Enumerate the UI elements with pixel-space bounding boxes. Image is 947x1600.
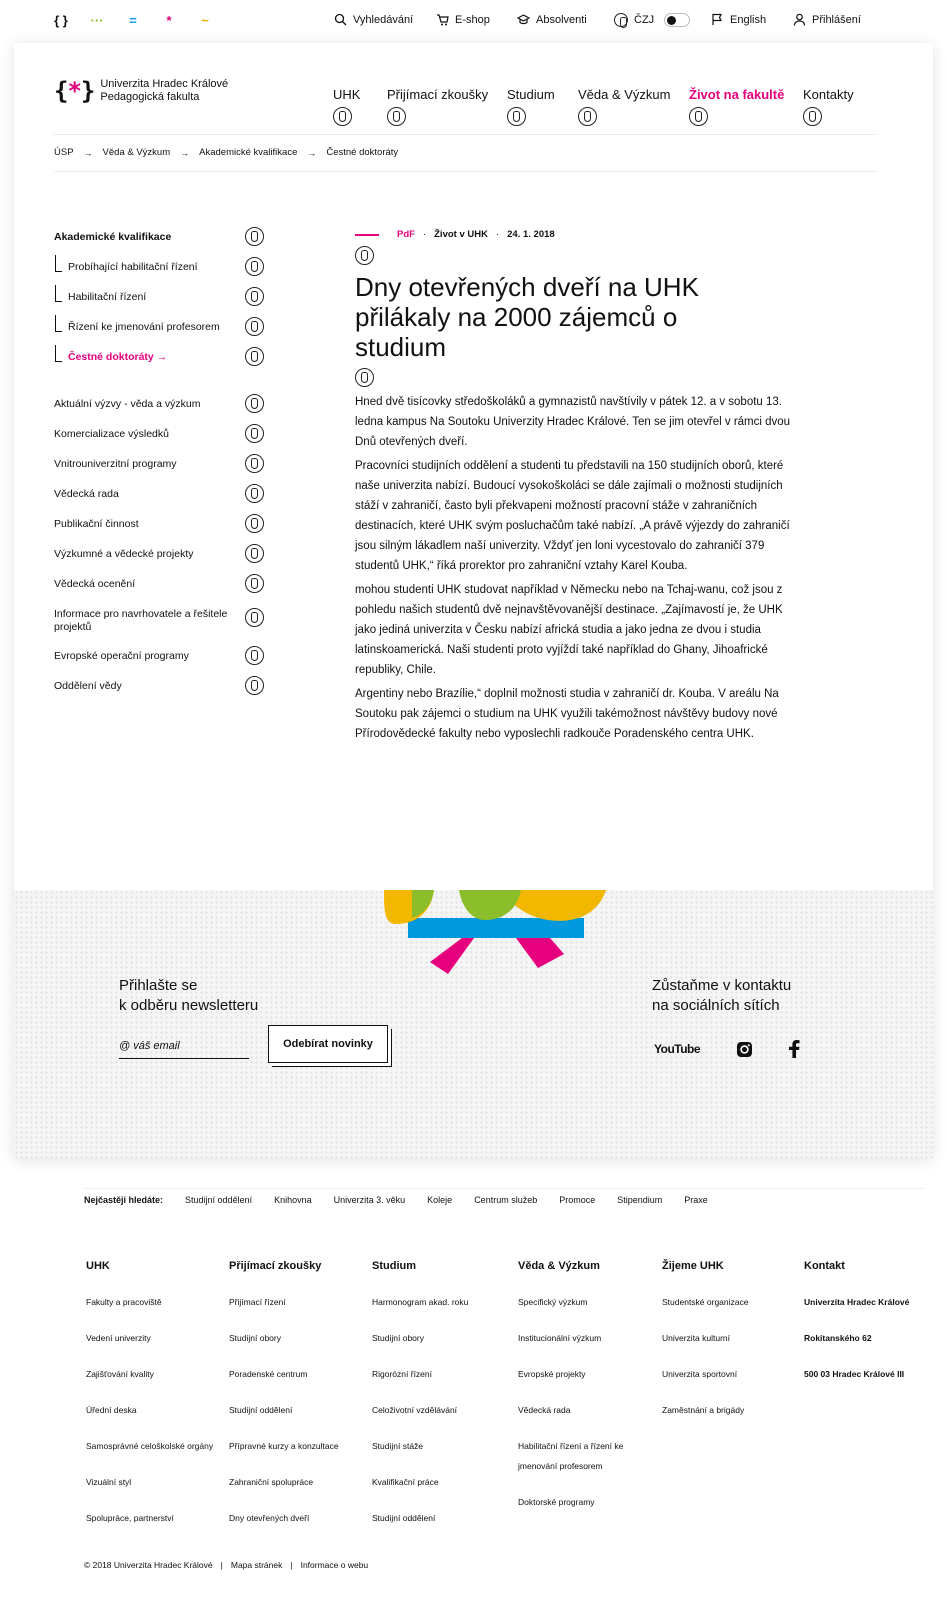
- separator-dot: ·: [422, 229, 427, 240]
- search-icon: [334, 13, 347, 26]
- nav-item-veda-vyzkum[interactable]: [578, 87, 671, 102]
- sign-language-icon[interactable]: [689, 107, 708, 126]
- footer-contact-line: Rokitanského 62: [804, 1333, 872, 1343]
- footer-link[interactable]: Doktorské programy: [518, 1497, 595, 1507]
- english-label: English: [730, 13, 767, 26]
- footer-contact-line: Univerzita Hradec Králové: [804, 1297, 910, 1307]
- divider: [84, 1188, 924, 1189]
- divider: [54, 134, 876, 135]
- sidebar-subitem-cestne-doktoraty[interactable]: [54, 351, 264, 364]
- footer-link[interactable]: Vedení univerzity: [86, 1333, 151, 1343]
- sidebar-item[interactable]: [54, 518, 264, 531]
- footer-column-title: Studium: [372, 1260, 416, 1272]
- newsletter-title: [119, 976, 258, 1016]
- logo-faculty: Pedagogická fakulta: [100, 91, 200, 103]
- footer-link[interactable]: Celoživotní vzdělávání: [372, 1405, 458, 1415]
- nav-label: Přijímací zkoušky: [387, 87, 489, 102]
- breadcrumb-item[interactable]: Akademické kvalifikace: [199, 147, 298, 158]
- sidebar-subitem-profesor[interactable]: [54, 321, 264, 334]
- footer-link[interactable]: Vizuální styl: [86, 1477, 132, 1487]
- article-paragraph: mohou studenti UHK studovat například v Německu nebo na Tchaj-wanu, což jsou z pohledu našich studentů dvě nejnavštěvovanější destinace. „Zajímavostí je, že UHK jako jediná univerzita v Česku nabízí africká studia a jako jedna ze dvou i studia latinskoamerická. Naši studenti proto vyjíždí také například do Ghany, Jihoafrické republiky, Chile.: [355, 584, 783, 676]
- sidebar-item-label: Oddělení vědy: [54, 680, 122, 692]
- facebook-icon[interactable]: [789, 1040, 800, 1058]
- separator: |: [290, 1560, 293, 1570]
- logo-university: Univerzita Hradec Králové: [100, 78, 229, 90]
- newsletter-section: [14, 890, 933, 1158]
- footer-link[interactable]: Studijní oddělení: [229, 1405, 293, 1415]
- youtube-icon[interactable]: [654, 1042, 700, 1056]
- footer-link[interactable]: Rigorózní řízení: [372, 1369, 432, 1379]
- subscribe-button[interactable]: Odebírat novinky: [268, 1025, 388, 1063]
- footer-link[interactable]: Přípravné kurzy a konzultace: [229, 1441, 339, 1451]
- newsletter-title-line: k odběru newsletteru: [119, 997, 259, 1014]
- alumni-link[interactable]: [517, 13, 587, 26]
- frequent-search-link[interactable]: Knihovna: [274, 1195, 312, 1205]
- sign-language-icon[interactable]: [245, 608, 264, 627]
- faculty-ff-icon[interactable]: ~: [201, 13, 209, 28]
- language-czj-label: ČZJ: [634, 14, 655, 26]
- sidebar-item-label: Probíhající habilitační řízení: [68, 261, 198, 273]
- footer-link[interactable]: Studijní stáže: [372, 1441, 424, 1451]
- sign-language-icon[interactable]: [245, 257, 264, 276]
- search-label: Vyhledávání: [353, 13, 414, 26]
- faculty-logo[interactable]: [54, 77, 228, 105]
- sign-language-icon[interactable]: [333, 107, 352, 126]
- article-date: 24. 1. 2018: [507, 229, 555, 240]
- footer-link[interactable]: Přijímací řízení: [229, 1297, 286, 1307]
- login-label: Přihlášení: [812, 13, 861, 26]
- footer-link[interactable]: Studijní obory: [229, 1333, 281, 1343]
- sidebar-item-label: Vědecká rada: [54, 488, 119, 500]
- footer-link[interactable]: Samosprávné celoškolské orgány: [86, 1441, 214, 1451]
- sidebar-item-label: Aktuální výzvy - věda a výzkum: [54, 398, 201, 410]
- article-paragraph: Pracovníci studijních oddělení a studenti tu představili na 150 studijních oborů, které naše univerzita nabízí. Budoucí vysokoškoláci se dále zajímali o možnosti studijních stáží v zahraničí, často byli překvapeni možností pracovní stáže v zahraničních destinacích, které UHK svým posluchačům také nabízí. „A právě výjezdy do zahraničí jsou silným lákadlem naší univerzity. Vždyť jen loni vycestovalo do zahraničí 379 studentů UHK,“ říká prorektor pro zahraniční vztahy Karel Kouba.: [355, 460, 790, 572]
- nav-label: Věda & Výzkum: [578, 87, 671, 102]
- footer-link[interactable]: Evropské projekty: [518, 1369, 586, 1379]
- footer-link[interactable]: Fakulty a pracoviště: [86, 1297, 162, 1307]
- arrow-right-icon: →: [83, 147, 93, 158]
- sign-language-icon[interactable]: [355, 368, 374, 387]
- footer-link[interactable]: Studijní obory: [372, 1333, 424, 1343]
- top-utility-bar: [0, 0, 947, 42]
- breadcrumb-item-current: Čestné doktoráty: [326, 147, 399, 158]
- sidebar-subitem-probihajici[interactable]: [54, 261, 264, 274]
- article-category[interactable]: Život v UHK: [434, 229, 488, 240]
- sign-language-icon[interactable]: [245, 394, 264, 413]
- sidebar-item-akademicke-kvalifikace[interactable]: [54, 231, 264, 244]
- login-link[interactable]: [793, 13, 861, 26]
- sidebar-item-label: Akademické kvalifikace: [54, 231, 172, 243]
- cart-icon: [436, 13, 449, 26]
- arrow-right-icon: →: [307, 147, 317, 158]
- social-title: [652, 976, 791, 1016]
- footer-link[interactable]: Institucionální výzkum: [518, 1333, 602, 1343]
- footer-link[interactable]: Poradenské centrum: [229, 1369, 308, 1379]
- sign-language-icon[interactable]: [387, 107, 406, 126]
- article-title: Dny otevřených dveří na UHK přilákaly na 2000 zájemců o studium: [355, 272, 699, 362]
- sign-language-icon[interactable]: [355, 246, 374, 265]
- sidebar-item-label: Vnitrouniverzitní programy: [54, 458, 177, 470]
- nav-label: Kontakty: [803, 87, 854, 102]
- sidebar-item-label: Publikační činnost: [54, 518, 139, 530]
- logo-mark-icon: {*}: [54, 77, 95, 105]
- sidebar-item[interactable]: [54, 458, 264, 471]
- frequent-search-link[interactable]: Studijní oddělení: [185, 1195, 253, 1205]
- nav-item-prijimaci-zkousky[interactable]: [387, 87, 488, 102]
- footer-link[interactable]: Zaměstnání a brigády: [662, 1405, 745, 1415]
- article-tag[interactable]: PdF: [397, 229, 415, 240]
- separator-dot: ·: [495, 229, 500, 240]
- about-web-link[interactable]: Informace o webu: [300, 1560, 369, 1570]
- sign-language-icon[interactable]: [245, 287, 264, 306]
- footer-column-veda: [518, 1260, 628, 1528]
- copyright: © 2018 Univerzita Hradec Králové: [84, 1560, 213, 1570]
- sidebar-item[interactable]: [54, 488, 264, 501]
- eshop-label: E-shop: [455, 13, 490, 26]
- breadcrumb-item[interactable]: ÚSP: [54, 147, 74, 158]
- sidebar-item-label: Výzkumné a vědecké projekty: [54, 548, 194, 560]
- footer-link[interactable]: Specifický výzkum: [518, 1297, 588, 1307]
- divider: [54, 171, 876, 172]
- article: [355, 229, 805, 748]
- footer-link[interactable]: Spolupráce, partnerství: [86, 1513, 174, 1523]
- sidebar-item[interactable]: [54, 548, 264, 561]
- article-body: [355, 392, 805, 744]
- sign-language-icon[interactable]: [245, 676, 264, 695]
- footer-link[interactable]: Studijní oddělení: [372, 1513, 436, 1523]
- article-meta: [355, 229, 805, 240]
- english-link[interactable]: [711, 13, 766, 26]
- sign-language-icon[interactable]: [245, 317, 264, 336]
- sidebar-item-label: Informace pro navrhovatele a řešitele projektů: [54, 608, 228, 633]
- language-czj-switch[interactable]: [614, 13, 690, 27]
- social-title-line: Zůstaňme v kontaktu: [652, 977, 792, 994]
- faculty-prf-icon[interactable]: =: [129, 13, 137, 28]
- footer-link[interactable]: Vědecká rada: [518, 1405, 571, 1415]
- main-card: [14, 43, 933, 1158]
- graduation-cap-icon: [517, 13, 530, 26]
- sitemap-link[interactable]: Mapa stránek: [230, 1560, 283, 1570]
- footer-link[interactable]: Habilitační řízení a řízení ke jmenování profesorem: [518, 1441, 624, 1471]
- sign-language-icon[interactable]: [578, 107, 597, 126]
- sidebar-item-label: Čestné doktoráty: [68, 351, 154, 363]
- separator: |: [220, 1560, 223, 1570]
- newsletter-title-line: Přihlašte se: [119, 977, 198, 994]
- sidebar-item[interactable]: [54, 680, 264, 693]
- arrow-right-icon: →: [180, 147, 190, 158]
- arrow-right-icon: →: [156, 351, 168, 363]
- breadcrumb: [54, 147, 398, 158]
- footer-link[interactable]: Zajišťování kvality: [86, 1369, 154, 1379]
- faculty-pdf-icon[interactable]: { }: [54, 13, 68, 28]
- sidebar-item-label: Habilitační řízení: [68, 291, 147, 303]
- footer-link[interactable]: Kvalifikační práce: [372, 1477, 439, 1487]
- sign-language-icon[interactable]: [245, 424, 264, 443]
- nav-label: UHK: [333, 87, 361, 102]
- instagram-icon[interactable]: [736, 1041, 753, 1058]
- footer-column-title: UHK: [86, 1260, 110, 1272]
- sidebar-item[interactable]: [54, 578, 264, 591]
- frequent-searches-label: Nejčastěji hledáte:: [84, 1195, 164, 1205]
- social-links: [654, 1040, 800, 1058]
- sign-language-icon[interactable]: [245, 514, 264, 533]
- footer-column-title: Přijímací zkoušky: [229, 1260, 322, 1272]
- nav-label: Život na fakultě: [689, 87, 785, 102]
- youtube-wordmark: YouTube: [654, 1042, 701, 1056]
- nav-item-zivot-na-fakulte[interactable]: [689, 87, 784, 102]
- eshop-link[interactable]: [436, 13, 490, 26]
- sidebar-item[interactable]: [54, 650, 264, 663]
- footer-link[interactable]: Studentské organizace: [662, 1297, 749, 1307]
- frequent-search-link[interactable]: Praxe: [684, 1195, 708, 1205]
- footer-link[interactable]: Dny otevřených dveří: [229, 1513, 310, 1523]
- faculty-fim-icon[interactable]: ···: [90, 13, 104, 28]
- user-icon: [793, 13, 806, 26]
- nav-item-studium[interactable]: [507, 87, 555, 102]
- frequent-search-link[interactable]: Centrum služeb: [474, 1195, 538, 1205]
- sign-language-icon[interactable]: [245, 544, 264, 563]
- sidebar-item-label: Řízení ke jmenování profesorem: [68, 321, 220, 333]
- footer-bottom: [84, 1560, 368, 1570]
- sign-language-icon[interactable]: [245, 574, 264, 593]
- footer-link[interactable]: Univerzita sportovní: [662, 1369, 738, 1379]
- sign-language-icon[interactable]: [245, 484, 264, 503]
- footer-column-uhk: [86, 1260, 226, 1544]
- flag-icon: [711, 13, 724, 26]
- footer-link[interactable]: Harmonogram akad. roku: [372, 1297, 469, 1307]
- footer-contact-line: 500 03 Hradec Králové III: [804, 1369, 905, 1379]
- sign-language-icon[interactable]: [245, 227, 264, 246]
- footer-link[interactable]: Univerzita kulturní: [662, 1333, 731, 1343]
- footer-column-zijeme: [662, 1260, 802, 1436]
- sidebar-item[interactable]: [54, 398, 264, 411]
- frequent-searches: [84, 1195, 708, 1205]
- nav-item-kontakty[interactable]: [803, 87, 854, 102]
- footer-link[interactable]: Úřední deska: [86, 1405, 137, 1415]
- sidebar-item[interactable]: [54, 428, 264, 441]
- faculty-uhk-icon[interactable]: *: [166, 13, 172, 28]
- sidebar-item-label: Komercializace výsledků: [54, 428, 169, 440]
- footer-column-kontakt: [804, 1260, 924, 1400]
- accent-line: [355, 234, 379, 236]
- sidebar-subitem-habilitacni[interactable]: [54, 291, 264, 304]
- search-link[interactable]: [334, 13, 413, 26]
- footer-column-studium: [372, 1260, 512, 1544]
- nav-label: Studium: [507, 87, 555, 102]
- footer-column-title: Věda & Výzkum: [518, 1260, 600, 1272]
- czj-toggle[interactable]: [664, 13, 690, 27]
- sign-language-icon[interactable]: [245, 646, 264, 665]
- breadcrumb-item[interactable]: Věda & Výzkum: [102, 147, 171, 158]
- nav-item-uhk[interactable]: [333, 87, 360, 102]
- logo-text: [100, 78, 228, 104]
- article-paragraph: Hned dvě tisícovky středoškoláků a gymnazistů navštívily v pátek 12. a v sobotu 13. ledna kampus Na Soutoku Univerzity Hradec Králové. Ten se jim otevřel v rámci dvou Dnů otevřených dveří.: [355, 396, 791, 448]
- sign-language-icon[interactable]: [507, 107, 526, 126]
- alumni-label: Absolventi: [536, 13, 587, 26]
- sidebar-item[interactable]: [54, 608, 229, 634]
- decorative-illustration: [384, 890, 614, 985]
- frequent-search-link[interactable]: Promoce: [559, 1195, 596, 1205]
- footer-column-title: Žijeme UHK: [662, 1260, 724, 1272]
- sign-language-icon[interactable]: [803, 107, 822, 126]
- footer-column-title: Kontakt: [804, 1260, 845, 1272]
- faculty-switcher: [52, 13, 214, 28]
- article-paragraph: Argentiny nebo Brazílie,“ doplnil možnosti studia v zahraničí dr. Kouba. V areálu Na Soutoku pak zájemci o studium na UHK využili takémožnost návštěvy budovy nové Přírodovědecké fakulty nebo vyposlechli radkouče Poradenského centra UHK.: [355, 688, 779, 740]
- sign-language-icon: [614, 13, 628, 27]
- frequent-search-link[interactable]: Koleje: [427, 1195, 453, 1205]
- sign-language-icon[interactable]: [245, 347, 264, 366]
- footer-column-prijimaci: [229, 1260, 369, 1544]
- newsletter-email-input[interactable]: @ váš email: [119, 1040, 249, 1059]
- frequent-search-link[interactable]: Stipendium: [617, 1195, 663, 1205]
- footer-link[interactable]: Zahraniční spolupráce: [229, 1477, 314, 1487]
- frequent-search-link[interactable]: Univerzita 3. věku: [333, 1195, 406, 1205]
- sidebar-item-label: Vědecká ocenění: [54, 578, 136, 590]
- social-title-line: na sociálních sítích: [652, 997, 780, 1014]
- sign-language-icon[interactable]: [245, 454, 264, 473]
- sidebar-item-label: Evropské operační programy: [54, 650, 189, 662]
